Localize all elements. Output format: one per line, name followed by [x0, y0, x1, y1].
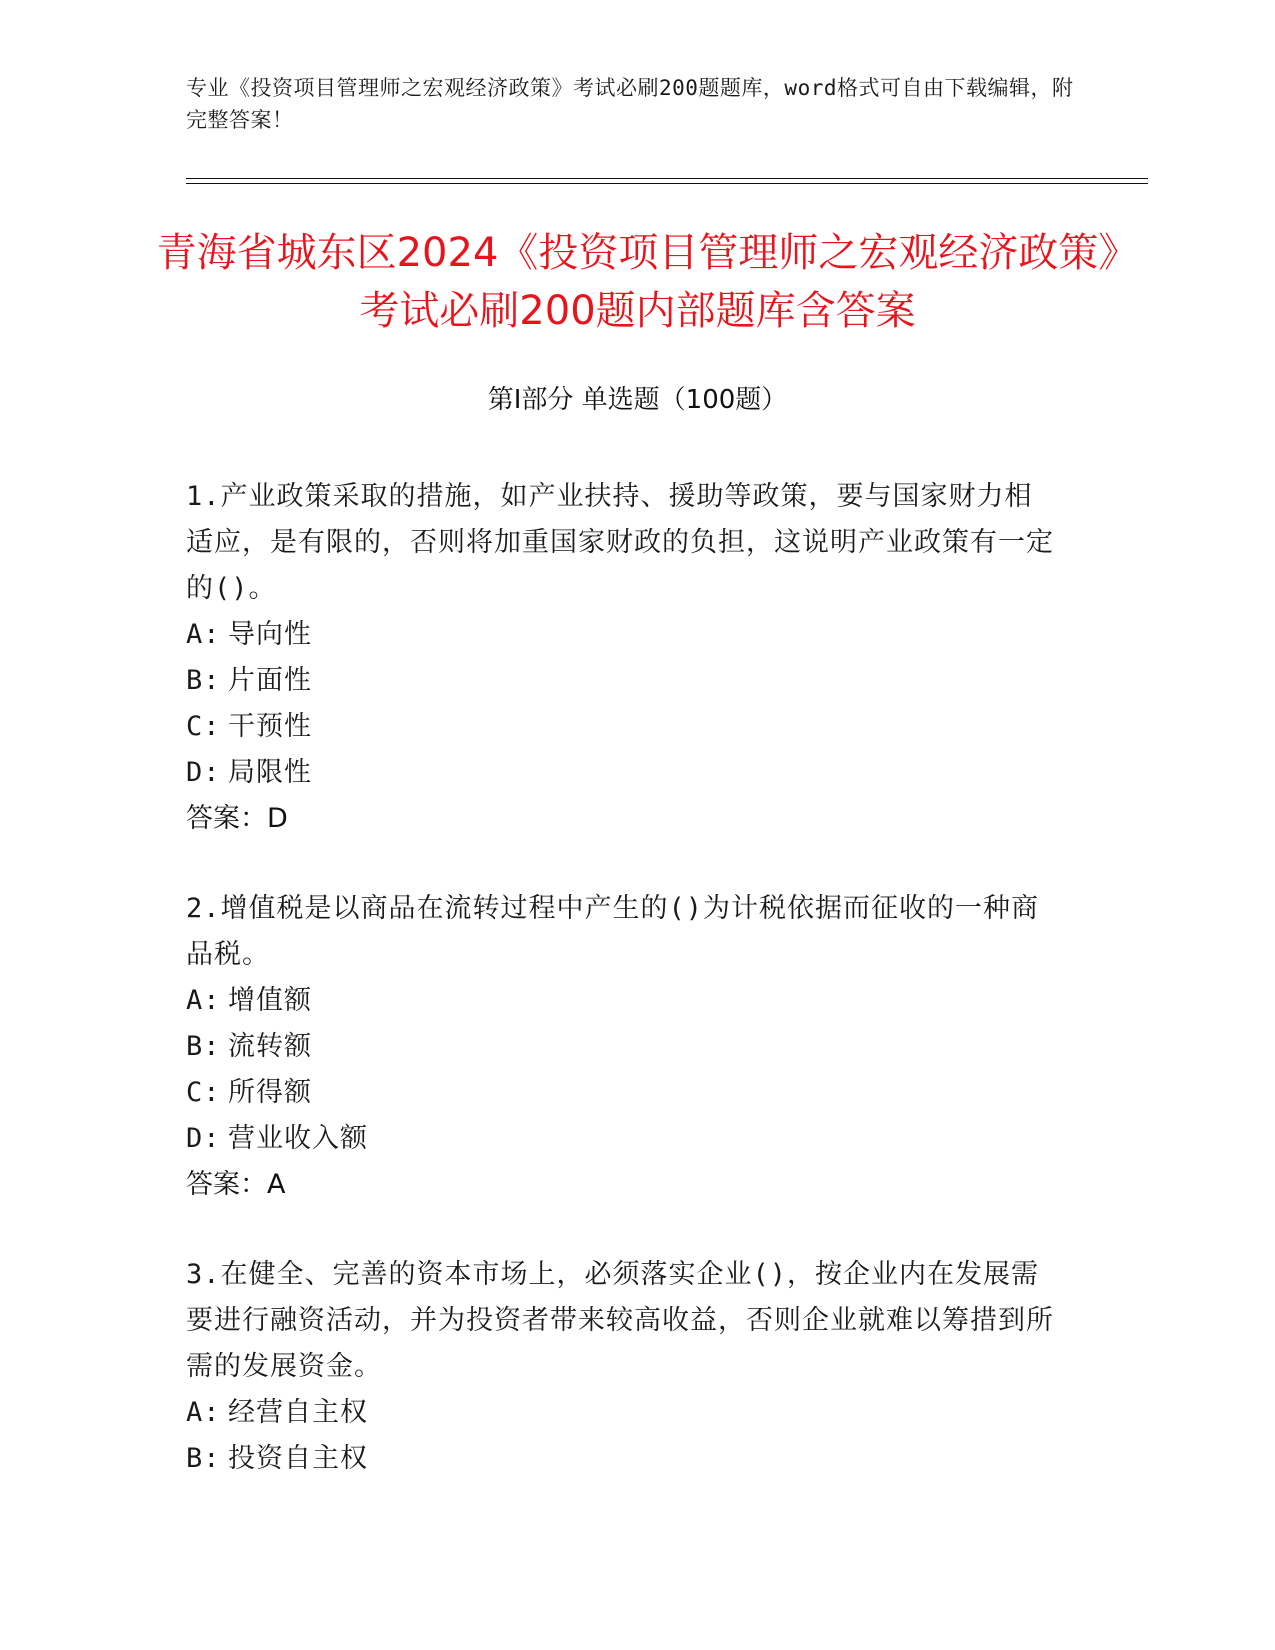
option-letter: B: [186, 1443, 221, 1474]
option-text: 片面性 [228, 665, 312, 696]
option-d [186, 750, 1056, 796]
question-stem: 2.增值税是以商品在流转过程中产生的()为计税依据而征收的一种商品税。 [186, 893, 1040, 970]
option-text: 流转额 [228, 1031, 312, 1062]
section-heading: 第Ⅰ部分 单选题（100题） [487, 385, 788, 415]
header-divider-line-secondary [186, 183, 1148, 184]
option-letter: B: [186, 1031, 221, 1062]
option-b [186, 1024, 1056, 1070]
question-stem: 1.产业政策采取的措施，如产业扶持、援助等政策，要与国家财力相适应，是有限的，否则将加重国家财政的负担，这说明产业政策有一定的()。 [186, 481, 1054, 604]
question-stem: 3.在健全、完善的资本市场上，必须落实企业()，按企业内在发展需要进行融资活动，并为投资者带来较高收益，否则企业就难以筹措到所需的发展资金。 [186, 1259, 1054, 1382]
option-letter: C: [186, 1077, 221, 1108]
option-a [186, 1390, 1056, 1436]
option-letter: B: [186, 665, 221, 696]
header-divider-line [186, 178, 1148, 179]
option-c [186, 704, 1056, 750]
option-letter: C: [186, 711, 221, 742]
answer-line: 答案：A [186, 1169, 286, 1200]
option-text: 导向性 [228, 619, 312, 650]
option-letter: A: [186, 985, 221, 1016]
option-text: 所得额 [228, 1077, 312, 1108]
option-letter: D: [186, 1123, 221, 1154]
question-3 [186, 1252, 1056, 1482]
question-1 [186, 474, 1056, 842]
question-list [186, 474, 1056, 1526]
option-text: 局限性 [228, 757, 312, 788]
option-d [186, 1116, 1056, 1162]
option-a [186, 978, 1056, 1024]
option-b [186, 658, 1056, 704]
option-text: 增值额 [228, 985, 312, 1016]
option-a [186, 612, 1056, 658]
option-letter: D: [186, 757, 221, 788]
option-text: 营业收入额 [228, 1123, 368, 1154]
document-title: 青海省城东区2024《投资项目管理师之宏观经济政策》考试必刷200题内部题库含答案 [156, 230, 1119, 334]
question-2 [186, 886, 1056, 1208]
option-letter: A: [186, 1397, 221, 1428]
option-text: 干预性 [228, 711, 312, 742]
option-b [186, 1436, 1056, 1482]
answer-line: 答案：D [186, 803, 288, 834]
header-note: 专业《投资项目管理师之宏观经济政策》考试必刷200题题库，word格式可自由下载编辑，附完整答案！ [186, 76, 1074, 132]
option-text: 投资自主权 [228, 1443, 368, 1474]
option-c [186, 1070, 1056, 1116]
option-text: 经营自主权 [228, 1397, 368, 1428]
option-letter: A: [186, 619, 221, 650]
